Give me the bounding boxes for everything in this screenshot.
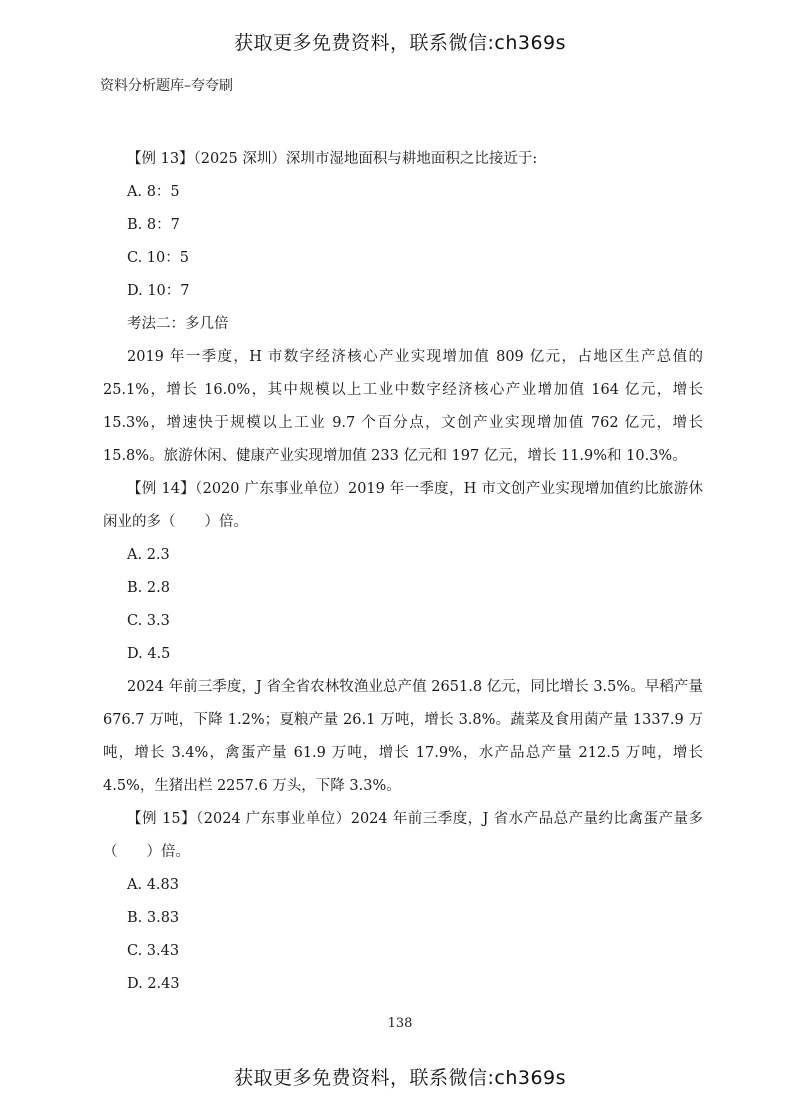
section-title: 考法二：多几倍 [127, 316, 229, 332]
q14-option-d: D. 4.5 [127, 646, 171, 662]
q14-option-a: A. 2.3 [127, 547, 170, 563]
question-15-stem: 【例 15】（2024 广东事业单位）2024 年前三季度，J 省水产品总产量约比禽蛋产量多（ ）倍。 [103, 811, 703, 860]
material-paragraph-2: 2024 年前三季度，J 省全省农林牧渔业总产值 2651.8 亿元，同比增长 3.5%。早稻产量 676.7 万吨，下降 1.2%；夏粮产量 26.1 万吨，增长 3.8%。蔬菜及食用菌产量 1337.9 万吨，增长 3.4%，禽蛋产量 61.9 万吨，增长 17.9%，水产品总产量 212.5 万吨，增长 4.5%，生猪出栏 2257.6 万头，下降 3.3%。 [103, 679, 703, 794]
promo-banner-top: 获取更多免费资料，联系微信:ch369s [233, 32, 567, 54]
material-paragraph-1: 2019 年一季度，H 市数字经济核心产业实现增加值 809 亿元，占地区生产总值的 25.1%，增长 16.0%，其中规模以上工业中数字经济核心产业增加值 164 亿元，增长 15.3%，增速快于规模以上工业 9.7 个百分点，文创产业实现增加值 762 亿元，增长 15.8%。旅游休闲、健康产业实现增加值 233 亿元和 197 亿元，增长 11.9%和 10.3%。 [103, 349, 703, 464]
promo-banner-bottom: 获取更多免费资料，联系微信:ch369s [233, 1067, 567, 1089]
question-14-stem: 【例 14】（2020 广东事业单位）2019 年一季度，H 市文创产业实现增加值约比旅游休闲业的多（ ）倍。 [103, 481, 703, 530]
q15-option-c: C. 3.43 [127, 943, 180, 959]
page-number: 138 [387, 1016, 413, 1031]
document-body [103, 143, 703, 1001]
q13-option-d: D. 10：7 [127, 283, 190, 299]
q13-option-a: A. 8：5 [127, 184, 180, 200]
q15-option-d: D. 2.43 [127, 976, 180, 992]
q14-option-b: B. 2.8 [127, 580, 170, 596]
q13-option-b: B. 8：7 [127, 217, 180, 233]
question-13-stem: 【例 13】（2025 深圳）深圳市湿地面积与耕地面积之比接近于: [127, 151, 538, 167]
q13-option-c: C. 10：5 [127, 250, 189, 266]
q15-option-a: A. 4.83 [127, 877, 179, 893]
q15-option-b: B. 3.83 [127, 910, 180, 926]
q14-option-c: C. 3.3 [127, 613, 170, 629]
running-header: 资料分析题库–夸夸刷 [100, 78, 233, 94]
